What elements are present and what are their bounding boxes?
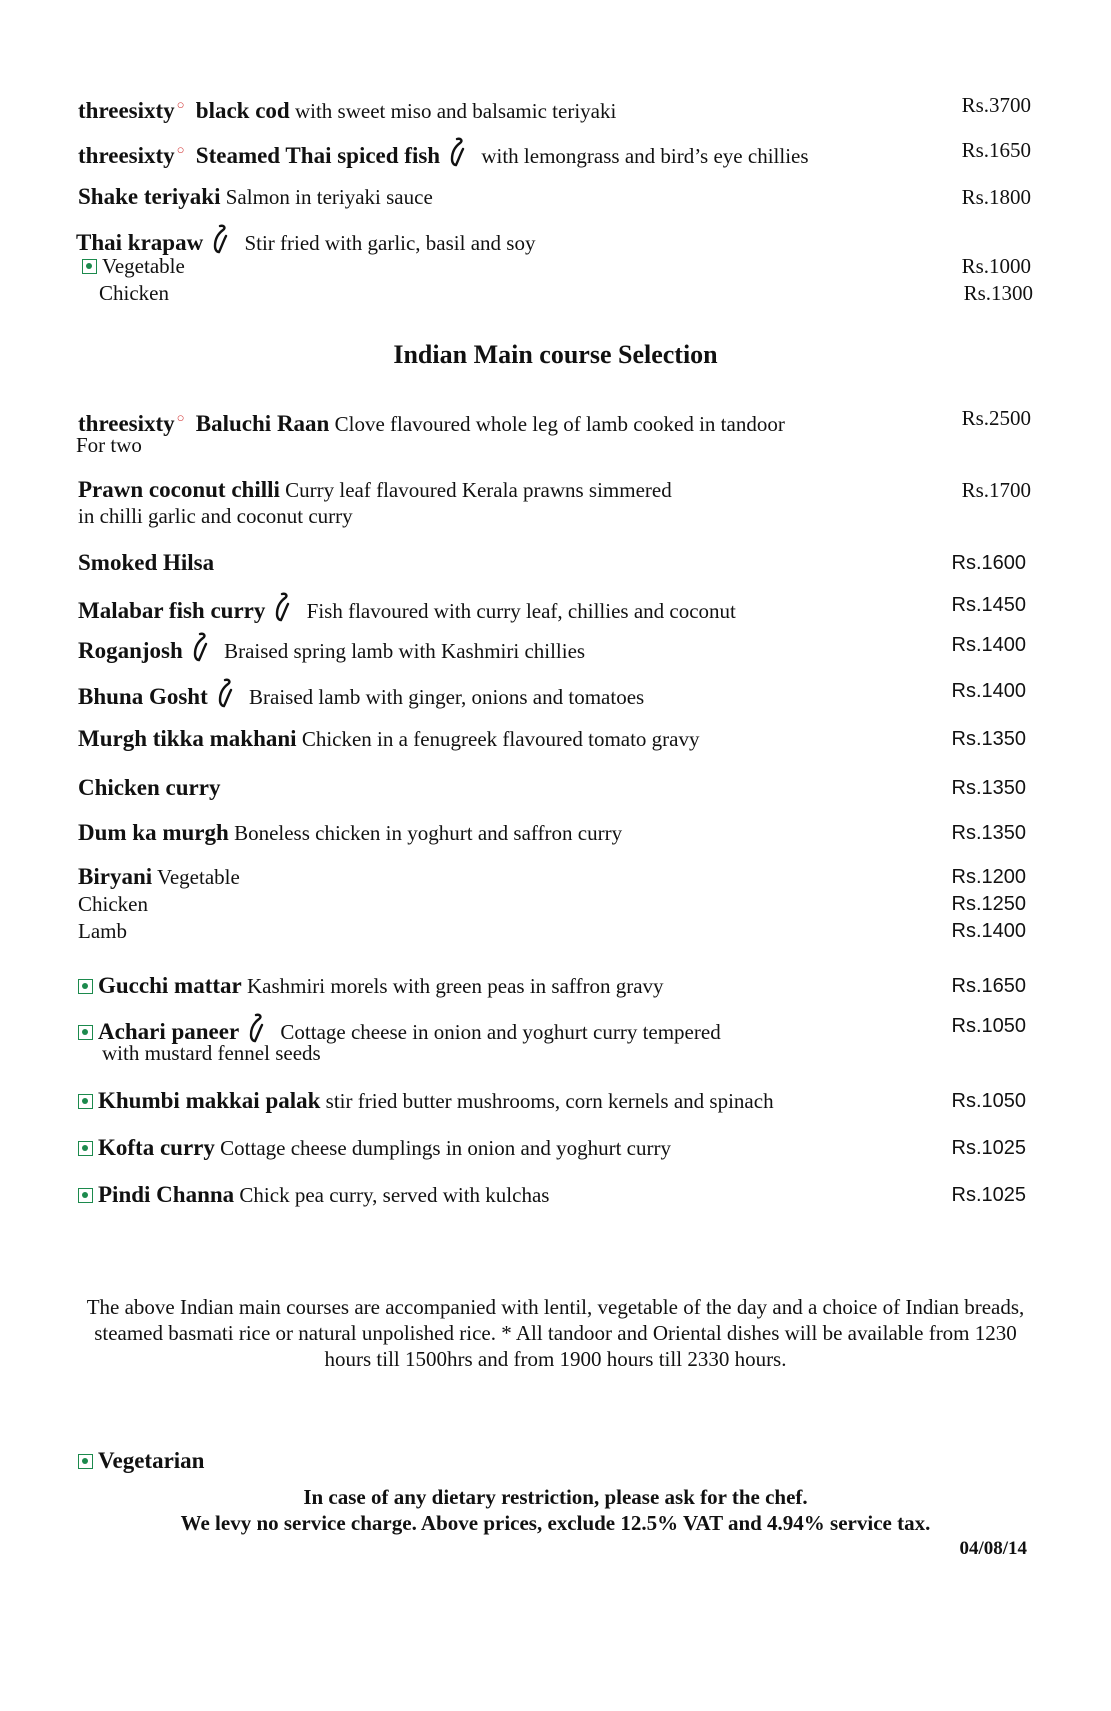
- item-description: with sweet miso and balsamic teriyaki: [294, 99, 617, 123]
- item-price: Rs.1350: [951, 822, 1026, 844]
- vegetarian-mark-icon: [78, 1025, 93, 1040]
- item-description: Curry leaf flavoured Kerala prawns simmered: [285, 478, 672, 502]
- section-title: Indian Main course Selection: [393, 340, 718, 369]
- item-name: Murgh tikka makhani: [78, 726, 297, 751]
- chili-pepper-icon: [247, 1013, 265, 1043]
- item-description: Fish flavoured with curry leaf, chillies and coconut: [306, 599, 736, 623]
- chili-pepper-icon: [191, 632, 209, 662]
- tax-notice: We levy no service charge. Above prices, exclude 12.5% VAT and 4.94% service tax.: [180, 1511, 931, 1535]
- item-price: Rs.1200: [951, 866, 1026, 888]
- brand-name: threesixty: [78, 143, 175, 168]
- footnote-text: The above Indian main courses are accompanied with lentil, vegetable of the day and a choice of Indian breads, steamed basmati rice or natural unpolished rice. * All tandoor and Oriental dishes will be available from 1230 hours till 1500hrs and from 1900 hours till 2330 hours.: [86, 1295, 1025, 1371]
- item-name: Gucchi mattar: [98, 973, 242, 998]
- item-price: Rs.1600: [951, 552, 1026, 574]
- option-label: Vegetable: [102, 254, 185, 278]
- item-name: Baluchi Raan: [195, 411, 330, 436]
- option-label: Chicken: [99, 281, 169, 305]
- item-price: Rs.3700: [961, 93, 1031, 117]
- item-name: Pindi Channa: [98, 1182, 235, 1207]
- item-description: stir fried butter mushrooms, corn kernels and spinach: [325, 1089, 774, 1113]
- degree-icon: ○: [176, 97, 185, 112]
- menu-item: [78, 1088, 1031, 1114]
- item-price: Rs.2500: [961, 406, 1031, 430]
- menu-item: [78, 726, 1031, 752]
- item-description: Chicken in a fenugreek flavoured tomato gravy: [301, 727, 700, 751]
- item-description-line2: in chilli garlic and coconut curry: [78, 504, 353, 528]
- item-name: Kofta curry: [98, 1135, 215, 1160]
- dietary-notice: In case of any dietary restriction, please ask for the chef.: [303, 1485, 808, 1509]
- option-row: [78, 891, 1031, 917]
- item-description-line2: For two: [76, 433, 142, 457]
- item-price: Rs.1400: [951, 634, 1026, 656]
- menu-item: [78, 678, 1031, 710]
- menu-item: [78, 1135, 1031, 1161]
- item-name: Biryani: [78, 864, 153, 889]
- option-label: Chicken: [78, 892, 148, 916]
- item-description: Salmon in teriyaki sauce: [225, 185, 433, 209]
- item-description: Clove flavoured whole leg of lamb cooked in tandoor: [334, 412, 785, 436]
- item-price: Rs.1025: [951, 1137, 1026, 1159]
- item-price: Rs.1025: [951, 1184, 1026, 1206]
- item-price: Rs.1350: [951, 728, 1026, 750]
- item-name: Thai krapaw: [76, 230, 204, 255]
- item-name: Shake teriyaki: [78, 184, 221, 209]
- item-description: Kashmiri morels with green peas in saffron gravy: [246, 974, 664, 998]
- item-price: Rs.1650: [961, 138, 1031, 162]
- item-name: Malabar fish curry: [78, 598, 266, 623]
- menu-item: [78, 592, 1031, 624]
- chili-pepper-icon: [211, 224, 229, 254]
- vegetarian-mark-icon: [78, 979, 93, 994]
- menu-item: [78, 632, 1031, 664]
- item-description: Stir fried with garlic, basil and soy: [244, 231, 536, 255]
- item-description: Boneless chicken in yoghurt and saffron curry: [234, 821, 623, 845]
- item-description: with lemongrass and bird’s eye chillies: [481, 144, 809, 168]
- item-description-line2: with mustard fennel seeds: [102, 1041, 321, 1065]
- vegetarian-mark-icon: [78, 1141, 93, 1156]
- item-description: Cottage cheese in onion and yoghurt curry tempered: [280, 1020, 721, 1044]
- item-name: Smoked Hilsa: [78, 550, 215, 575]
- item-description: Cottage cheese dumplings in onion and yoghurt curry: [220, 1136, 671, 1160]
- chili-pepper-icon: [273, 592, 291, 622]
- item-name: black cod: [195, 98, 290, 123]
- item-price: Rs.1050: [951, 1090, 1026, 1112]
- menu-item: [76, 224, 1031, 256]
- item-description: Vegetable: [157, 865, 240, 889]
- menu-item: [78, 92, 1031, 124]
- vegetarian-mark-icon: [78, 1454, 93, 1469]
- menu-item: [78, 820, 1031, 846]
- item-name: Roganjosh: [78, 638, 183, 663]
- menu-item: [78, 775, 1031, 801]
- item-name: Steamed Thai spiced fish: [195, 143, 441, 168]
- brand-name: threesixty: [78, 411, 175, 436]
- item-price: Rs.1450: [951, 594, 1026, 616]
- item-name: Dum ka murgh: [78, 820, 229, 845]
- option-row: [82, 253, 1031, 279]
- chili-pepper-icon: [448, 137, 466, 167]
- item-name: Achari paneer: [98, 1019, 240, 1044]
- menu-item: [78, 550, 1031, 576]
- menu-item: [78, 973, 1031, 999]
- menu-date: 04/08/14: [959, 1538, 1027, 1559]
- degree-icon: ○: [176, 410, 185, 425]
- item-price: Rs.1350: [951, 777, 1026, 799]
- vegetarian-mark-icon: [78, 1094, 93, 1109]
- option-label: Lamb: [78, 919, 127, 943]
- menu-item: [78, 477, 1031, 503]
- vegetarian-mark-icon: [78, 1188, 93, 1203]
- vegetarian-mark-icon: [82, 259, 97, 274]
- menu-item: [78, 864, 1031, 890]
- option-price: Rs.1300: [963, 281, 1033, 305]
- item-description: Braised lamb with ginger, onions and tomatoes: [249, 685, 645, 709]
- item-name: Khumbi makkai palak: [98, 1088, 321, 1113]
- vegetarian-legend: [78, 1448, 1031, 1474]
- item-price: Rs.1050: [951, 1015, 1026, 1037]
- item-name: Chicken curry: [78, 775, 221, 800]
- menu-item: [78, 184, 1031, 210]
- item-name: Prawn coconut chilli: [78, 477, 280, 502]
- menu-item: [78, 405, 1031, 437]
- option-price: Rs.1000: [961, 254, 1031, 278]
- item-name: Bhuna Gosht: [78, 684, 208, 709]
- item-price: Rs.1700: [961, 478, 1031, 502]
- item-price: Rs.1400: [951, 680, 1026, 702]
- menu-item: [78, 1182, 1031, 1208]
- brand-name: threesixty: [78, 98, 175, 123]
- chili-pepper-icon: [216, 678, 234, 708]
- option-row: [78, 918, 1031, 944]
- option-row: [99, 280, 1033, 306]
- option-price: Rs.1400: [951, 920, 1026, 942]
- option-price: Rs.1250: [951, 893, 1026, 915]
- legend-label: Vegetarian: [98, 1448, 205, 1473]
- item-description: Chick pea curry, served with kulchas: [239, 1183, 550, 1207]
- item-description: Braised spring lamb with Kashmiri chillies: [224, 639, 586, 663]
- degree-icon: ○: [176, 142, 185, 157]
- item-price: Rs.1800: [961, 185, 1031, 209]
- menu-item: [78, 137, 1031, 169]
- item-price: Rs.1650: [951, 975, 1026, 997]
